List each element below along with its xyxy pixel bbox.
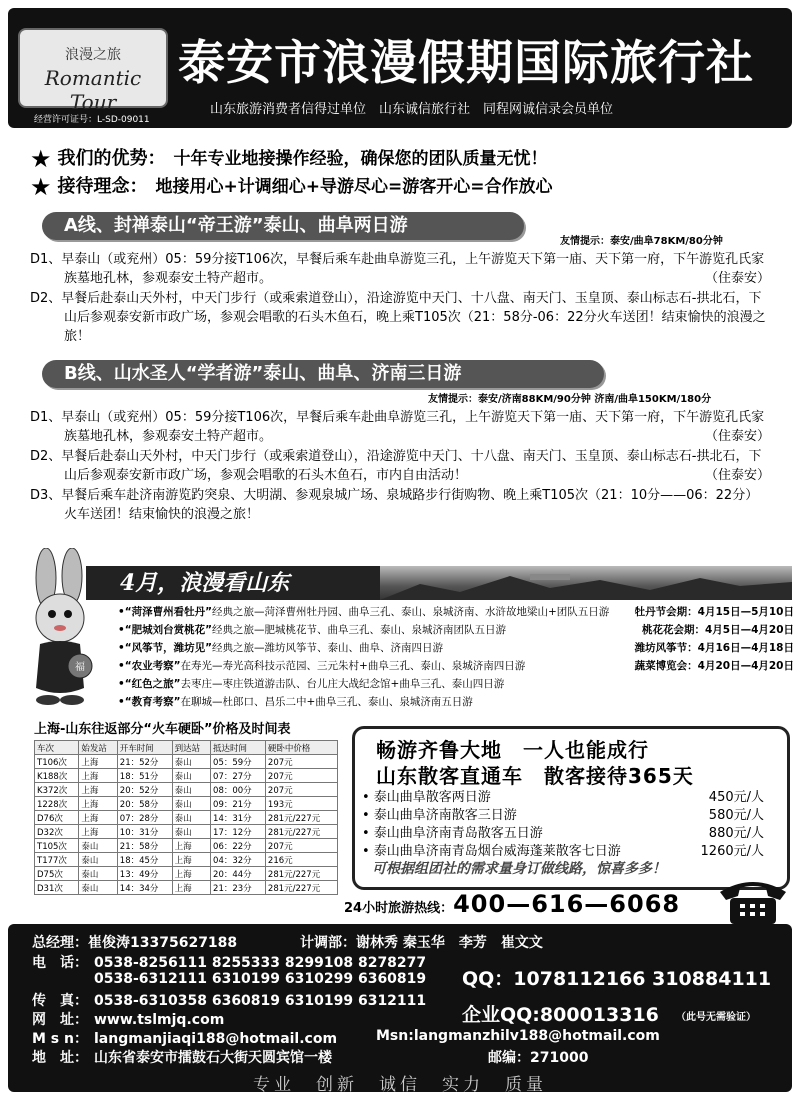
april-title: 4月，浪漫看山东 — [120, 570, 290, 596]
philosophy-row — [30, 172, 790, 201]
table-cell: 泰山 — [172, 769, 210, 783]
rabbit-mascot-icon — [10, 548, 110, 710]
table-cell: 08：00分 — [211, 783, 266, 797]
website-row: 网 址： www.tslmjq.com — [32, 1012, 225, 1028]
table-cell: D32次 — [35, 825, 79, 839]
table-cell: D75次 — [35, 867, 79, 881]
table-row — [35, 769, 338, 783]
table-cell: K372次 — [35, 783, 79, 797]
table-cell: 207元 — [265, 769, 337, 783]
philosophy-label: 接待理念： — [57, 176, 148, 197]
table-cell: 207元 — [265, 755, 337, 769]
table-cell: 06：22分 — [211, 839, 266, 853]
philosophy-text: 地接用心+计调细心+导游尽心=游客开心=合作放心 — [155, 177, 553, 197]
itinerary-day: D2、早餐后赴泰山天外村，中天门步行（或乘索道登山），沿途游览中天门、十八盘、南天门、玉皇顶、泰山标志石-拱北石，下山后参观泰安新市政广场，参观会唱歌的石头木鱼石，市内自由活动！ （住泰安） — [30, 449, 770, 483]
table-cell: 泰山 — [172, 783, 210, 797]
enterprise-qq-note: （此号无需验证） — [676, 1012, 756, 1023]
company-slogan: 专业 创新 诚信 实力 质量 — [253, 1075, 547, 1095]
itinerary-day: D2、早餐后赴泰山天外村，中天门步行（或乘索道登山），沿途游览中天门、十八盘、南天门、玉皇顶、泰山标志石-拱北石，下山后参观泰安新市政广场，参观会唱歌的石头木鱼石，晚上乘T105次（21：58分-06：22分火车送团！结束愉快的浪漫之旅！ — [30, 291, 766, 344]
table-cell: 18：45分 — [117, 853, 172, 867]
tour-item: •“红色之旅”去枣庄—枣庄铁道游击队、台儿庄大战纪念馆+曲阜三孔、泰山四日游 — [118, 678, 505, 690]
route-a-tip: 友情提示：泰安/曲阜78KM/80分钟 — [560, 236, 723, 247]
table-cell: 1228次 — [35, 797, 79, 811]
table-cell: T106次 — [35, 755, 79, 769]
table-cell: 上海 — [79, 825, 117, 839]
table-header-row — [35, 741, 338, 755]
star-icon: ★ — [30, 145, 52, 173]
hotline-label: 24小时旅游热线： — [344, 901, 454, 916]
table-row — [35, 853, 338, 867]
route-b-title: B线、山水圣人“学者游”泰山、曲阜、济南三日游 — [42, 360, 604, 388]
column-header: 始发站 — [79, 741, 117, 755]
agency-subtitle: 山东旅游消费者信得过单位 山东诚信旅行社 同程网诚信录会员单位 — [210, 102, 614, 117]
scatter-subheadline: 山东散客直通车 散客接待365天 — [376, 764, 694, 788]
mountain-silhouette-icon — [380, 566, 792, 600]
tour-item: •“教育考察”在聊城—杜郎口、昌乐二中+曲阜三孔、泰山、泉城济南五日游 — [118, 696, 473, 708]
msn-secondary: Msn:langmanzhilv188@hotmail.com — [376, 1028, 660, 1044]
tour-item: •“风筝节，潍坊见”经典之旅—潍坊风筝节、泰山、曲阜、济南四日游 潍坊风筝节：4月16日—4月18日 — [118, 642, 794, 654]
itinerary-day: D1、早泰山（或兖州）05：59分接T106次，早餐后乘车赴曲阜游览三孔，上午游览天下第一庙、天下第一府，下午游览孔氏家族墓地孔林，参观泰安土特产超市。 （住泰安） — [30, 252, 770, 286]
route-b-itinerary — [30, 408, 770, 525]
column-header: 开车时间 — [117, 741, 172, 755]
table-cell: 泰山 — [79, 881, 117, 895]
table-cell: 上海 — [79, 797, 117, 811]
phone-row: 电 话： 0538-8256111 8255333 8299108 8278277 — [32, 955, 427, 971]
logo-cn-text: 浪漫之旅 — [65, 47, 121, 63]
table-cell: 07：28分 — [117, 811, 172, 825]
enterprise-qq: 企业QQ:800013316 — [462, 1004, 659, 1026]
table-cell: 281元/227元 — [265, 881, 337, 895]
table-cell: 20：44分 — [211, 867, 266, 881]
table-cell: 09：21分 — [211, 797, 266, 811]
table-cell: 207元 — [265, 783, 337, 797]
qq-numbers: QQ：1078112166 310884111 — [462, 968, 772, 990]
table-row — [35, 839, 338, 853]
table-cell: D31次 — [35, 881, 79, 895]
advantage-label: 我们的优势： — [57, 148, 166, 169]
table-cell: 20：58分 — [117, 797, 172, 811]
table-cell: 上海 — [172, 839, 210, 853]
table-cell: D76次 — [35, 811, 79, 825]
table-cell: 193元 — [265, 797, 337, 811]
phone-row: 0538-6312111 6310199 6310299 6360819 — [94, 971, 427, 987]
svg-text:福: 福 — [75, 662, 85, 673]
table-cell: 上海 — [79, 811, 117, 825]
route-b-tip: 友情提示：泰安/济南88KM/90分钟 济南/曲阜150KM/180分 — [428, 394, 712, 405]
table-row — [35, 881, 338, 895]
table-cell: 21：58分 — [117, 839, 172, 853]
itinerary-day: D3、早餐后乘车赴济南游览趵突泉、大明湖、参观泉城广场、泉城路步行街购物、晚上乘T105次（21：10分——06：22分）火车送团！结束愉快的浪漫之旅！ — [30, 488, 759, 522]
route-a-title: A线、封禅泰山“帝王游”泰山、曲阜两日游 — [42, 212, 524, 240]
table-cell: 上海 — [172, 881, 210, 895]
table-cell: 上海 — [172, 867, 210, 881]
table-cell: 21：52分 — [117, 755, 172, 769]
table-cell: 14：34分 — [117, 881, 172, 895]
agency-title: 泰安市浪漫假期国际旅行社 — [178, 36, 754, 91]
permit-number: 经营许可证号：L-SD-09011 — [34, 115, 150, 125]
column-header: 到达站 — [172, 741, 210, 755]
table-cell: 上海 — [79, 755, 117, 769]
custom-route-note: 可根据组团社的需求量身订做线路，惊喜多多！ — [372, 861, 666, 877]
train-schedule-table — [34, 740, 338, 895]
fax-row: 传 真： 0538-6310358 6360819 6310199 6312111 — [32, 993, 427, 1009]
table-cell: 18：51分 — [117, 769, 172, 783]
package-item: • 泰山曲阜济南散客三日游 580元/人 — [362, 808, 764, 823]
hotline-number: 400—616—6068 — [453, 890, 681, 918]
table-cell: 泰山 — [79, 853, 117, 867]
table-cell: 281元/227元 — [265, 811, 337, 825]
table-row — [35, 811, 338, 825]
msn-row: M s n： langmanjiaqi188@hotmail.com — [32, 1031, 338, 1047]
itinerary-day: D1、早泰山（或兖州）05：59分接T106次，早餐后乘车赴曲阜游览三孔，上午游览天下第一庙、天下第一府，下午游览孔氏家族墓地孔林，参观泰安土特产超市。 （住泰安） — [30, 410, 770, 444]
package-item: • 泰山曲阜济南青岛烟台威海蓬莱散客七日游 1260元/人 — [362, 844, 764, 859]
scatter-headline: 畅游齐鲁大地 一人也能成行 — [376, 738, 649, 762]
hotline — [344, 890, 680, 918]
tour-item: •“肥城刘台赏桃花”经典之旅—肥城桃花节、曲阜三孔、泰山、泉城济南团队五日游 桃花花会期：4月5日—4月20日 — [118, 624, 794, 636]
route-a-itinerary — [30, 250, 770, 347]
table-cell: 281元/227元 — [265, 867, 337, 881]
table-cell: 泰山 — [172, 797, 210, 811]
table-row — [35, 783, 338, 797]
table-cell: 泰山 — [79, 839, 117, 853]
table-row — [35, 825, 338, 839]
table-cell: 20：52分 — [117, 783, 172, 797]
table-row — [35, 797, 338, 811]
table-cell: 13：49分 — [117, 867, 172, 881]
table-cell: 21：23分 — [211, 881, 266, 895]
table-cell: 泰山 — [172, 755, 210, 769]
table-cell: T105次 — [35, 839, 79, 853]
agency-logo — [18, 28, 168, 114]
table-cell: T177次 — [35, 853, 79, 867]
star-icon: ★ — [30, 173, 52, 201]
column-header: 车次 — [35, 741, 79, 755]
table-cell: 上海 — [172, 853, 210, 867]
table-cell: 泰山 — [172, 811, 210, 825]
column-header: 硬卧中价格 — [265, 741, 337, 755]
table-cell: 14：31分 — [211, 811, 266, 825]
table-cell: K188次 — [35, 769, 79, 783]
package-item: • 泰山曲阜散客两日游 450元/人 — [362, 790, 764, 805]
postal-code: 邮编：271000 — [488, 1050, 589, 1066]
tour-item: •“菏泽曹州看牡丹”经典之旅—菏泽曹州牡丹园、曲阜三孔、泰山、泉城济南、水浒故地梁山+团队五日游 牡丹节会期：4月15日—5月10日 — [118, 606, 794, 618]
website-link[interactable]: www.tslmjq.com — [94, 1012, 225, 1028]
table-cell: 07：27分 — [211, 769, 266, 783]
table-cell: 281元/227元 — [265, 825, 337, 839]
table-cell: 泰山 — [172, 825, 210, 839]
address-row: 地 址： 山东省泰安市擂鼓石大街天圆宾馆一楼 — [32, 1050, 332, 1066]
table-cell: 04：32分 — [211, 853, 266, 867]
logo-en-text: Romantic Tour — [44, 66, 142, 114]
package-item: • 泰山曲阜济南青岛散客五日游 880元/人 — [362, 826, 764, 841]
table-cell: 10：31分 — [117, 825, 172, 839]
landscape-image — [380, 566, 792, 600]
table-row — [35, 867, 338, 881]
column-header: 抵达时间 — [211, 741, 266, 755]
manager-contact: 总经理：崔俊涛13375627188 — [32, 935, 238, 951]
advantage-text: 十年专业地接操作经验，确保您的团队质量无忧！ — [173, 149, 548, 169]
dispatch-staff: 计调部：谢林秀 秦玉华 李芳 崔文文 — [300, 935, 543, 951]
tour-item: •“农业考察”在寿光—寿光高科技示范园、三元朱村+曲阜三孔、泰山、泉城济南四日游 蔬菜博览会：4月20日—4月20日 — [118, 660, 794, 672]
table-cell: 17：12分 — [211, 825, 266, 839]
telephone-icon — [716, 876, 790, 928]
table-cell: 上海 — [79, 783, 117, 797]
table-cell: 216元 — [265, 853, 337, 867]
table-row — [35, 755, 338, 769]
advantage-row — [30, 144, 790, 173]
table-cell: 上海 — [79, 769, 117, 783]
table-cell: 05：59分 — [211, 755, 266, 769]
train-table-title: 上海-山东往返部分“火车硬卧”价格及时间表 — [34, 722, 291, 737]
table-cell: 泰山 — [79, 867, 117, 881]
table-cell: 207元 — [265, 839, 337, 853]
